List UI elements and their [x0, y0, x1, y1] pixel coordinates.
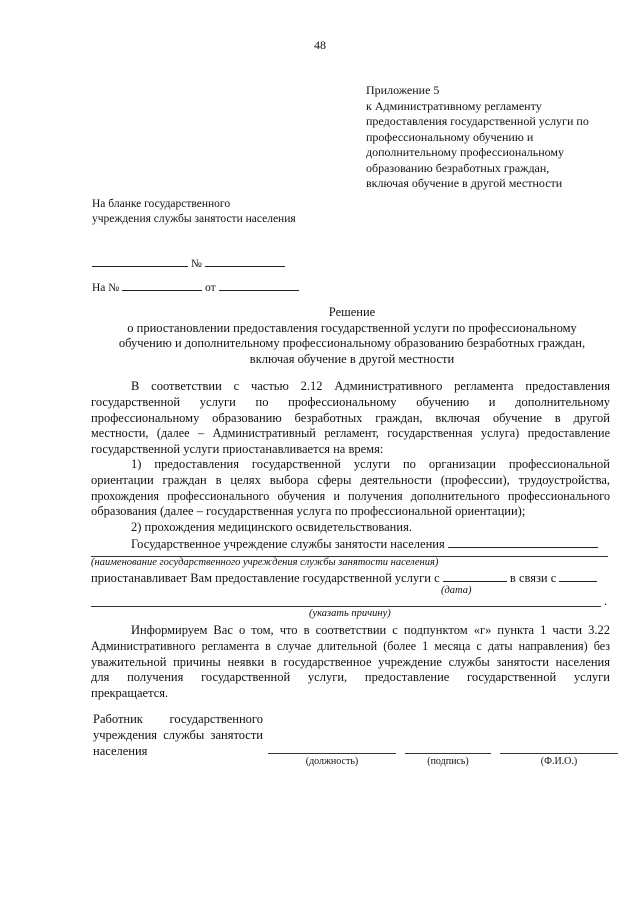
worker-line: Работник государственного [93, 712, 263, 726]
text-line: прохождения профессионального обучения и получения дополнительного профессионального [91, 488, 610, 503]
appendix-line: образованию безработных граждан, [366, 160, 550, 175]
institution-label: Государственное учреждение службы занятости населения [131, 537, 445, 551]
worker-label [93, 712, 263, 759]
date-caption: (дата) [441, 585, 472, 596]
text-line: местности, (далее – Административный регламент, государственная услуга) предоставление [91, 426, 610, 441]
title-line: о приостановлении предоставления государственной услуги по профессиональному [127, 320, 577, 335]
outgoing-number-row [92, 255, 285, 270]
signature-caption: (подпись) [427, 756, 469, 767]
text-line: Информируем Вас о том, что в соответствии с подпунктом «г» пункта 1 части 3.22 [131, 623, 610, 637]
paragraph-reason-1 [91, 457, 610, 520]
appendix-header [366, 83, 616, 192]
text-line: В соответствии с частью 2.12 Административного регламента предоставления [131, 379, 610, 393]
text-line: для получения государственной услуги, предоставление государственной услуги [91, 670, 610, 685]
institution-line [91, 536, 610, 553]
in-connection-text: в связи с [509, 571, 557, 585]
text-line: ориентации граждан в целях выбора сферы деятельности (профессии), трудоустройства, [91, 472, 610, 487]
reason-field[interactable] [91, 606, 601, 607]
text-line: государственной услуги приостанавливается на время: [91, 442, 384, 457]
paragraph-legal-basis [91, 379, 610, 458]
worker-line: учреждения службы занятости [93, 727, 263, 742]
appendix-line: предоставления государственной услуги по [366, 114, 589, 128]
date-field[interactable] [92, 255, 188, 267]
institution-inline-field[interactable] [448, 536, 598, 548]
text-line: профессиональному образованию безработных граждан, включая обучение в другой [91, 410, 610, 425]
appendix-line: Приложение 5 [366, 83, 440, 97]
letterhead-line: учреждения службы занятости населения [92, 213, 296, 225]
reference-date-field[interactable] [219, 279, 299, 291]
appendix-line: включая обучение в другой местности [366, 176, 563, 190]
text-line: государственной услуги по профессиональному обучению и дополнительному [91, 394, 610, 409]
reference-from: от [205, 282, 216, 294]
suspend-date-field[interactable] [443, 570, 507, 582]
position-caption: (должность) [305, 756, 359, 767]
reference-number-field[interactable] [122, 279, 202, 291]
reference-prefix: На № [92, 282, 120, 294]
institution-row [91, 536, 610, 553]
document-title [88, 305, 616, 367]
title-line: включая обучение в другой местности [249, 351, 455, 366]
title-line: Решение [328, 305, 376, 319]
position-field[interactable] [268, 753, 396, 754]
worker-line: населения [93, 743, 148, 758]
paragraph-reason-2 [91, 520, 610, 536]
appendix-line: профессиональному обучению и [366, 129, 534, 144]
full-name-field[interactable] [500, 753, 618, 754]
institution-caption: (наименование государственного учреждения службы занятости населения) [91, 557, 439, 568]
reason-caption: (указать причину) [309, 608, 391, 619]
reason-inline-field[interactable] [559, 570, 597, 582]
text-line: уважительной причины неявки в государственное учреждение службы занятости населения [91, 654, 610, 669]
number-field[interactable] [205, 255, 285, 267]
text-line: образования (далее – государственная услуга по профессиональной ориентации); [91, 504, 526, 519]
text-line: Административного регламента в случае длительной (более 1 месяца с даты направления) без [91, 638, 610, 653]
full-name-caption: (Ф.И.О.) [540, 756, 578, 767]
appendix-line: дополнительному профессиональному [366, 145, 565, 159]
text-line: прекращается. [91, 686, 169, 701]
paragraph-termination [91, 623, 610, 702]
text-line: 2) прохождения медицинского освидетельствования. [131, 520, 412, 534]
text-line: 1) предоставления государственной услуги по организации профессиональной [131, 457, 610, 471]
page-number: 48 [314, 38, 326, 52]
appendix-line: к Административному регламенту [366, 98, 542, 113]
suspend-row [91, 570, 597, 586]
suspend-text: приостанавливает Вам предоставление государственной услуги с [91, 571, 440, 585]
letterhead-note [92, 197, 296, 227]
letterhead-line: На бланке государственного [92, 198, 231, 210]
reason-period: . [604, 594, 608, 608]
reference-row [92, 279, 299, 294]
number-sign: № [190, 258, 202, 270]
title-line: обучению и дополнительному профессиональному образованию безработных граждан, [118, 336, 586, 350]
signature-field[interactable] [405, 753, 491, 754]
